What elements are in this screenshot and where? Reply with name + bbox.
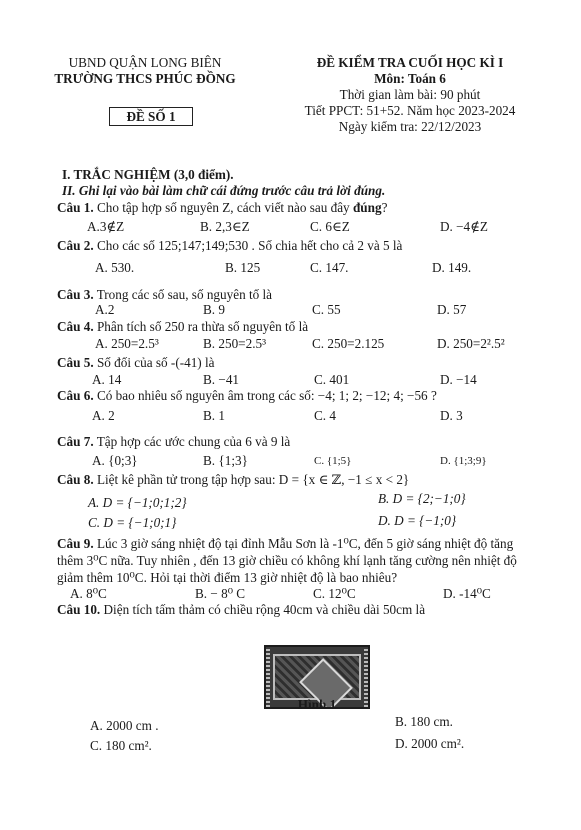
exam-schedule: Tiết PPCT: 51+52. Năm học 2023-2024 [304, 103, 516, 118]
question-emphasis: đúng [352, 200, 382, 215]
option-9a: A. 8⁰C [70, 586, 107, 601]
question-text: Số đối của số -(-41) là [93, 355, 215, 370]
exam-title: ĐỀ KIỂM TRA CUỐI HỌC KÌ I [316, 55, 504, 70]
option-2a: A. 530. [95, 260, 135, 275]
option-5c: C. 401 [314, 372, 350, 387]
exam-duration: Thời gian làm bài: 90 phút [339, 87, 481, 102]
school-name: TRƯỜNG THCS PHÚC ĐỒNG [54, 71, 236, 86]
exam-code-box: ĐỀ SỐ 1 [109, 107, 193, 126]
option-1d: D. −4∉Z [440, 219, 488, 234]
option-7d: D. {1;3;9} [440, 455, 487, 467]
question-text: Cho các số 125;147;149;530 . Số chia hết cho cả 2 và 5 là [93, 238, 403, 253]
option-10d: D. 2000 cm². [395, 736, 465, 751]
option-3c: C. 55 [312, 302, 341, 317]
option-10b: B. 180 cm. [395, 714, 453, 729]
question-text-line1: Lúc 3 giờ sáng nhiệt độ tại đỉnh Mẫu Sơn là -1⁰C, đến 5 giờ sáng nhiệt độ tăng [93, 536, 514, 551]
figure-caption: Hình 1 [297, 697, 337, 712]
option-8c: C. D = {−1;0;1} [88, 515, 177, 530]
question-label: Câu 8. [57, 472, 94, 487]
question-3 [57, 287, 272, 303]
question-label: Câu 4. [57, 319, 94, 334]
question-text: Có bao nhiêu số nguyên âm trong các số: −4; 1; 2; −12; 4; −56 ? [93, 388, 437, 403]
exam-date: Ngày kiểm tra: 22/12/2023 [338, 119, 482, 134]
option-5d: D. −14 [440, 372, 477, 387]
option-4b: B. 250=2.5³ [203, 336, 267, 351]
question-label: Câu 6. [57, 388, 94, 403]
option-2b: B. 125 [225, 260, 261, 275]
option-8a: A. D = {−1;0;1;2} [88, 495, 187, 510]
question-text: Liệt kê phần tử trong tập hợp sau: D = {x ∈ ℤ, −1 ≤ x < 2} [93, 472, 410, 487]
section-title: I. TRẮC NGHIỆM (3,0 điểm). [62, 167, 234, 182]
option-8b: B. D = {2;−1;0} [378, 491, 466, 506]
option-9c: C. 12⁰C [313, 586, 356, 601]
option-9d: D. -14⁰C [443, 586, 491, 601]
option-6b: B. 1 [203, 408, 225, 423]
district-name: UBND QUẬN LONG BIÊN [68, 55, 222, 70]
option-5a: A. 14 [92, 372, 122, 387]
option-4d: D. 250=2².5² [437, 336, 505, 351]
question-9-line3: giảm thêm 10⁰C. Hỏi tại thời điểm 13 giờ nhiệt độ là bao nhiêu? [57, 570, 398, 585]
option-4c: C. 250=2.125 [312, 336, 385, 351]
question-2 [57, 238, 402, 254]
question-text: Tập hợp các ước chung của 6 và 9 là [93, 434, 291, 449]
question-label: Câu 7. [57, 434, 94, 449]
option-6d: D. 3 [440, 408, 463, 423]
question-text: Trong các số sau, số nguyên tố là [93, 287, 273, 302]
option-1c: C. 6∈Z [310, 219, 350, 234]
option-7a: A. {0;3} [92, 453, 138, 468]
question-5 [57, 355, 215, 371]
question-4 [57, 319, 308, 335]
option-7c: C. {1;5} [314, 455, 352, 467]
question-7 [57, 434, 290, 450]
question-10 [57, 602, 425, 618]
option-1a: A.3∉Z [87, 219, 125, 234]
option-3d: D. 57 [437, 302, 467, 317]
question-9 [57, 536, 513, 552]
question-8 [57, 472, 409, 488]
question-9-line2: thêm 3⁰C nữa. Tuy nhiên , đến 13 giờ chiều có không khí lạnh tăng cường nên nhiệt độ [57, 553, 517, 568]
question-label: Câu 5. [57, 355, 94, 370]
option-10c: C. 180 cm². [90, 738, 152, 753]
question-label: Câu 3. [57, 287, 94, 302]
option-9b: B. − 8⁰ C [195, 586, 246, 601]
option-3b: B. 9 [203, 302, 225, 317]
option-2d: D. 149. [432, 260, 472, 275]
question-text: Diện tích tấm thảm có chiều rộng 40cm và chiều dài 50cm là [100, 602, 426, 617]
option-5b: B. −41 [203, 372, 240, 387]
question-1 [57, 200, 387, 216]
option-3a: A.2 [95, 302, 115, 317]
question-end: ? [381, 200, 388, 215]
option-1b: B. 2,3∈Z [200, 219, 250, 234]
option-6a: A. 2 [92, 408, 115, 423]
option-6c: C. 4 [314, 408, 336, 423]
option-2c: C. 147. [310, 260, 349, 275]
option-4a: A. 250=2.5³ [95, 336, 159, 351]
question-text: Cho tập hợp số nguyên Z, cách viết nào sau đây [93, 200, 353, 215]
option-10a: A. 2000 cm . [90, 718, 159, 733]
option-8d: D. D = {−1;0} [378, 513, 457, 528]
question-label: Câu 1. [57, 200, 94, 215]
question-label: Câu 9. [57, 536, 94, 551]
exam-subject: Môn: Toán 6 [374, 71, 446, 86]
option-7b: B. {1;3} [203, 453, 248, 468]
question-label: Câu 10. [57, 602, 101, 617]
question-6 [57, 388, 437, 404]
question-text: Phân tích số 250 ra thừa số nguyên tố là [93, 319, 309, 334]
section-instruction: II. Ghi lại vào bài làm chữ cái đứng trước câu trả lời đúng. [62, 183, 386, 198]
question-label: Câu 2. [57, 238, 94, 253]
